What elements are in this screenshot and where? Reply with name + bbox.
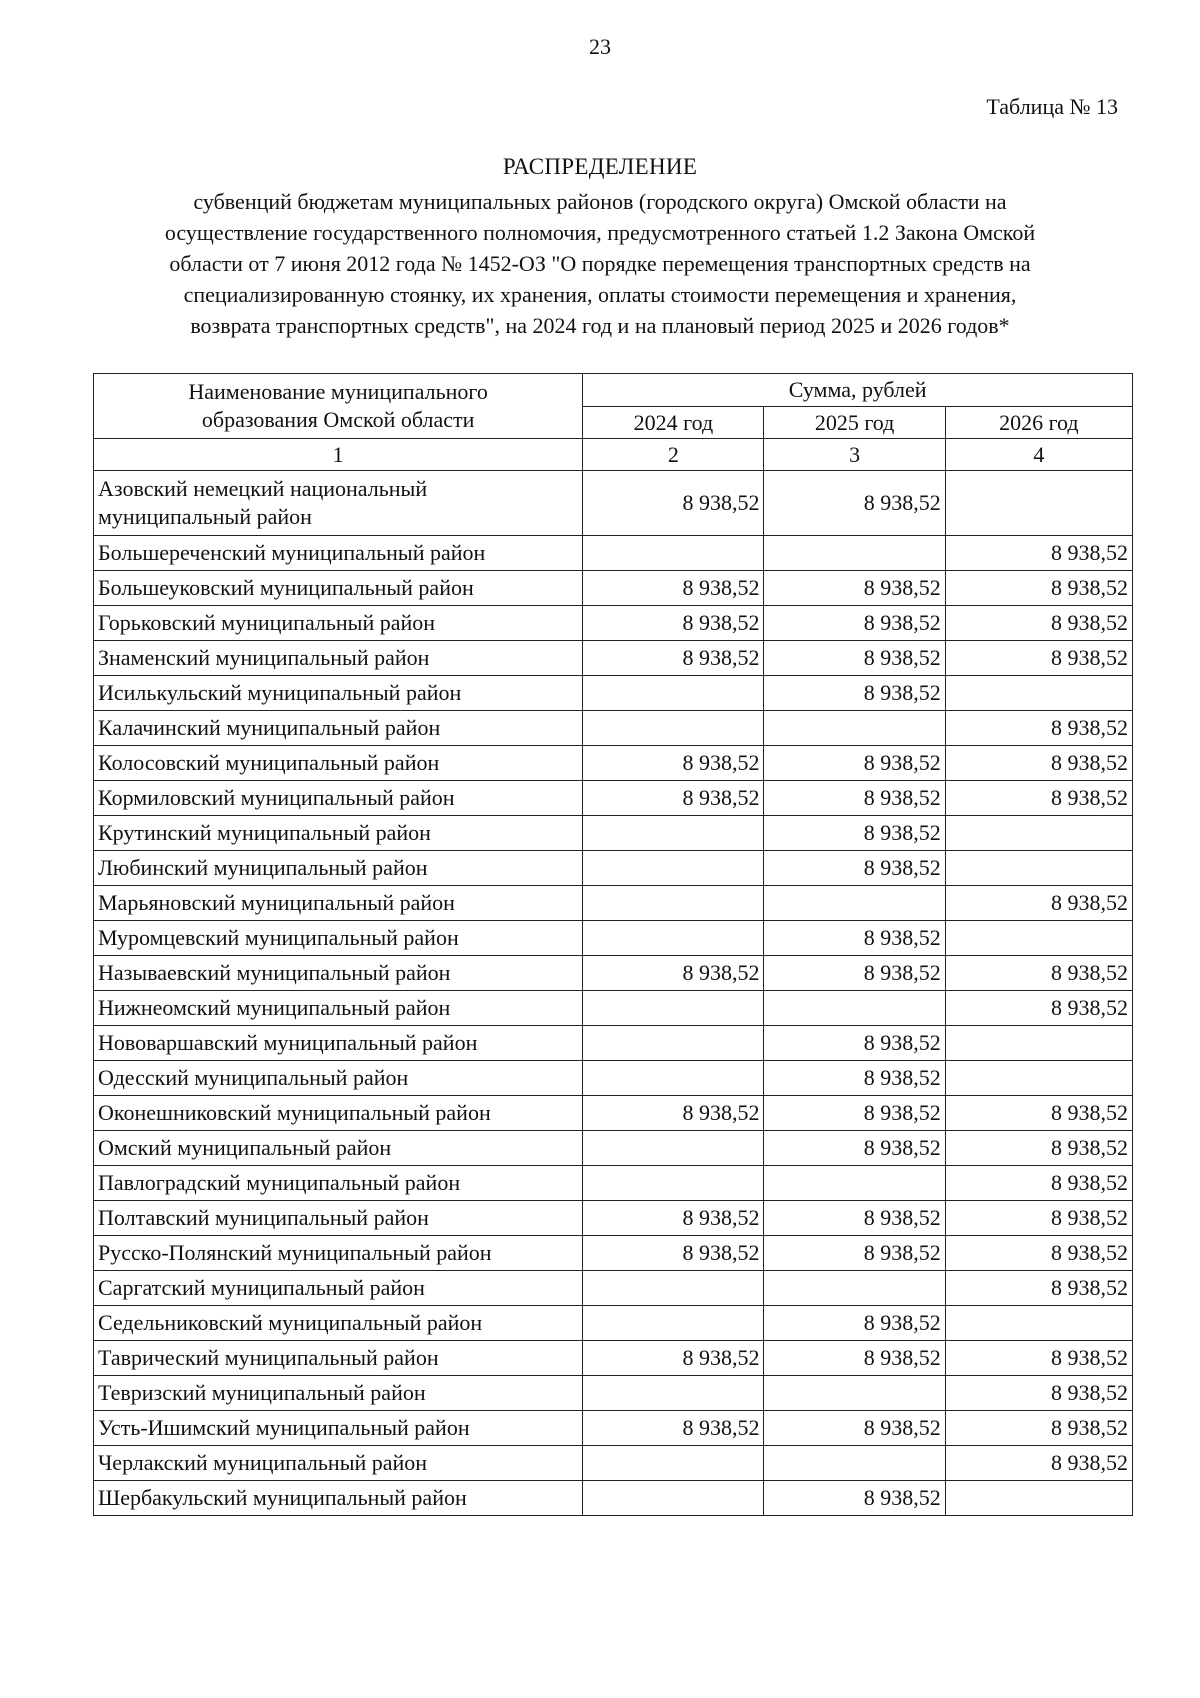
table-row bbox=[94, 1411, 1133, 1446]
header-year-2026: 2026 год bbox=[945, 407, 1132, 439]
amount-2025: 8 938,52 bbox=[764, 1236, 945, 1271]
amount-2025: 8 938,52 bbox=[764, 1096, 945, 1131]
table-row bbox=[94, 1236, 1133, 1271]
amount-2025: 8 938,52 bbox=[764, 1306, 945, 1341]
municipality-name: Калачинский муниципальный район bbox=[94, 711, 583, 746]
amount-2024 bbox=[583, 1271, 764, 1306]
amount-2024: 8 938,52 bbox=[583, 746, 764, 781]
table-row bbox=[94, 676, 1133, 711]
column-number: 2 bbox=[583, 439, 764, 471]
header-municipality bbox=[94, 374, 583, 439]
amount-2024 bbox=[583, 851, 764, 886]
municipality-name: Седельниковский муниципальный район bbox=[94, 1306, 583, 1341]
municipality-name: Таврический муниципальный район bbox=[94, 1341, 583, 1376]
table-number: Таблица № 13 bbox=[986, 94, 1118, 119]
amount-2024 bbox=[583, 1131, 764, 1166]
municipality-name: Называевский муниципальный район bbox=[94, 956, 583, 991]
municipality-name: Черлакский муниципальный район bbox=[94, 1446, 583, 1481]
municipality-name: Нижнеомский муниципальный район bbox=[94, 991, 583, 1026]
amount-2026: 8 938,52 bbox=[945, 1411, 1132, 1446]
municipality-name: Саргатский муниципальный район bbox=[94, 1271, 583, 1306]
amount-2026 bbox=[945, 1306, 1132, 1341]
amount-2025 bbox=[764, 536, 945, 571]
table-row bbox=[94, 1341, 1133, 1376]
amount-2026: 8 938,52 bbox=[945, 1131, 1132, 1166]
municipality-name: Одесский муниципальный район bbox=[94, 1061, 583, 1096]
amount-2026 bbox=[945, 1026, 1132, 1061]
amount-2024 bbox=[583, 816, 764, 851]
amount-2026 bbox=[945, 1481, 1132, 1516]
amount-2025: 8 938,52 bbox=[764, 1061, 945, 1096]
amount-2024 bbox=[583, 536, 764, 571]
table-row bbox=[94, 1271, 1133, 1306]
municipality-name: Исилькульский муниципальный район bbox=[94, 676, 583, 711]
amount-2024: 8 938,52 bbox=[583, 956, 764, 991]
document-subtitle bbox=[100, 186, 1100, 341]
amount-2026: 8 938,52 bbox=[945, 571, 1132, 606]
amount-2025 bbox=[764, 886, 945, 921]
table-row bbox=[94, 1166, 1133, 1201]
amount-2025: 8 938,52 bbox=[764, 1411, 945, 1446]
amount-2025: 8 938,52 bbox=[764, 471, 945, 536]
amount-2025: 8 938,52 bbox=[764, 641, 945, 676]
amount-2026: 8 938,52 bbox=[945, 1236, 1132, 1271]
amount-2026 bbox=[945, 676, 1132, 711]
subvention-table bbox=[93, 373, 1133, 1516]
amount-2024: 8 938,52 bbox=[583, 606, 764, 641]
table-row bbox=[94, 1201, 1133, 1236]
table-row bbox=[94, 606, 1133, 641]
amount-2025 bbox=[764, 1166, 945, 1201]
amount-2025: 8 938,52 bbox=[764, 921, 945, 956]
amount-2024 bbox=[583, 886, 764, 921]
municipality-name bbox=[94, 471, 583, 536]
amount-2026 bbox=[945, 471, 1132, 536]
amount-2025: 8 938,52 bbox=[764, 1131, 945, 1166]
column-number: 4 bbox=[945, 439, 1132, 471]
subtitle-line: возврата транспортных средств", на 2024 год и на плановый период 2025 и 2026 годов* bbox=[190, 313, 1010, 338]
amount-2024: 8 938,52 bbox=[583, 571, 764, 606]
municipality-name: Усть-Ишимский муниципальный район bbox=[94, 1411, 583, 1446]
amount-2026 bbox=[945, 1061, 1132, 1096]
table-row bbox=[94, 1481, 1133, 1516]
amount-2026 bbox=[945, 851, 1132, 886]
municipality-name: Кормиловский муниципальный район bbox=[94, 781, 583, 816]
subtitle-line: осуществление государственного полномочия, предусмотренного статьей 1.2 Закона Омской bbox=[164, 220, 1036, 245]
table-row bbox=[94, 921, 1133, 956]
table-row bbox=[94, 471, 1133, 536]
amount-2024: 8 938,52 bbox=[583, 471, 764, 536]
amount-2026: 8 938,52 bbox=[945, 1271, 1132, 1306]
header-municipality-line: образования Омской области bbox=[201, 407, 475, 432]
amount-2026: 8 938,52 bbox=[945, 1096, 1132, 1131]
amount-2024 bbox=[583, 711, 764, 746]
amount-2024 bbox=[583, 921, 764, 956]
amount-2026: 8 938,52 bbox=[945, 746, 1132, 781]
table-row bbox=[94, 1446, 1133, 1481]
municipality-name: Знаменский муниципальный район bbox=[94, 641, 583, 676]
municipality-name: Колосовский муниципальный район bbox=[94, 746, 583, 781]
table-row bbox=[94, 956, 1133, 991]
amount-2026: 8 938,52 bbox=[945, 711, 1132, 746]
amount-2024 bbox=[583, 1376, 764, 1411]
table-body bbox=[94, 471, 1133, 1516]
amount-2026: 8 938,52 bbox=[945, 1341, 1132, 1376]
amount-2025: 8 938,52 bbox=[764, 816, 945, 851]
amount-2024: 8 938,52 bbox=[583, 781, 764, 816]
amount-2024 bbox=[583, 1166, 764, 1201]
table-row bbox=[94, 536, 1133, 571]
amount-2024: 8 938,52 bbox=[583, 1096, 764, 1131]
amount-2025: 8 938,52 bbox=[764, 1341, 945, 1376]
municipality-name: Муромцевский муниципальный район bbox=[94, 921, 583, 956]
header-sum: Сумма, рублей bbox=[583, 374, 1133, 407]
table-row bbox=[94, 571, 1133, 606]
amount-2025 bbox=[764, 1376, 945, 1411]
table-row bbox=[94, 1131, 1133, 1166]
amount-2026 bbox=[945, 816, 1132, 851]
table-row bbox=[94, 781, 1133, 816]
amount-2024 bbox=[583, 676, 764, 711]
amount-2024: 8 938,52 bbox=[583, 1341, 764, 1376]
amount-2024: 8 938,52 bbox=[583, 641, 764, 676]
municipality-name: Марьяновский муниципальный район bbox=[94, 886, 583, 921]
amount-2025: 8 938,52 bbox=[764, 606, 945, 641]
municipality-name-line: Азовский немецкий национальный bbox=[98, 476, 428, 501]
subtitle-line: субвенций бюджетам муниципальных районов (городского округа) Омской области на bbox=[193, 189, 1007, 214]
municipality-name: Павлоградский муниципальный район bbox=[94, 1166, 583, 1201]
municipality-name: Тевризский муниципальный район bbox=[94, 1376, 583, 1411]
amount-2024 bbox=[583, 1481, 764, 1516]
amount-2025 bbox=[764, 1446, 945, 1481]
amount-2025: 8 938,52 bbox=[764, 1201, 945, 1236]
municipality-name: Омский муниципальный район bbox=[94, 1131, 583, 1166]
municipality-name: Русско-Полянский муниципальный район bbox=[94, 1236, 583, 1271]
column-number: 3 bbox=[764, 439, 945, 471]
subtitle-line: специализированную стоянку, их хранения, оплаты стоимости перемещения и хранения, bbox=[183, 282, 1017, 307]
municipality-name: Большереченский муниципальный район bbox=[94, 536, 583, 571]
amount-2026: 8 938,52 bbox=[945, 1446, 1132, 1481]
amount-2026: 8 938,52 bbox=[945, 536, 1132, 571]
amount-2025: 8 938,52 bbox=[764, 746, 945, 781]
municipality-name: Большеуковский муниципальный район bbox=[94, 571, 583, 606]
amount-2025 bbox=[764, 1271, 945, 1306]
amount-2024 bbox=[583, 1446, 764, 1481]
amount-2026: 8 938,52 bbox=[945, 956, 1132, 991]
amount-2024 bbox=[583, 1026, 764, 1061]
municipality-name: Крутинский муниципальный район bbox=[94, 816, 583, 851]
amount-2024: 8 938,52 bbox=[583, 1236, 764, 1271]
page-number: 23 bbox=[589, 34, 611, 59]
municipality-name: Нововаршавский муниципальный район bbox=[94, 1026, 583, 1061]
amount-2026: 8 938,52 bbox=[945, 606, 1132, 641]
amount-2024 bbox=[583, 1306, 764, 1341]
header-municipality-line: Наименование муниципального bbox=[188, 379, 488, 404]
amount-2024 bbox=[583, 1061, 764, 1096]
header-year-2024: 2024 год bbox=[583, 407, 764, 439]
municipality-name: Шербакульский муниципальный район bbox=[94, 1481, 583, 1516]
table-row bbox=[94, 711, 1133, 746]
amount-2026 bbox=[945, 921, 1132, 956]
table-row bbox=[94, 851, 1133, 886]
subtitle-line: области от 7 июня 2012 года № 1452-ОЗ "О порядке перемещения транспортных средств на bbox=[169, 251, 1031, 276]
amount-2025 bbox=[764, 991, 945, 1026]
amount-2024 bbox=[583, 991, 764, 1026]
municipality-name-line: муниципальный район bbox=[98, 504, 312, 529]
amount-2025: 8 938,52 bbox=[764, 781, 945, 816]
table-row bbox=[94, 1061, 1133, 1096]
header-year-2025: 2025 год bbox=[764, 407, 945, 439]
amount-2025: 8 938,52 bbox=[764, 571, 945, 606]
municipality-name: Горьковский муниципальный район bbox=[94, 606, 583, 641]
amount-2026: 8 938,52 bbox=[945, 781, 1132, 816]
amount-2026: 8 938,52 bbox=[945, 641, 1132, 676]
amount-2024: 8 938,52 bbox=[583, 1411, 764, 1446]
table-row bbox=[94, 641, 1133, 676]
table-row bbox=[94, 1376, 1133, 1411]
table-row bbox=[94, 746, 1133, 781]
amount-2026: 8 938,52 bbox=[945, 1166, 1132, 1201]
amount-2026: 8 938,52 bbox=[945, 991, 1132, 1026]
amount-2025: 8 938,52 bbox=[764, 1481, 945, 1516]
amount-2025 bbox=[764, 711, 945, 746]
table-row bbox=[94, 816, 1133, 851]
table-row bbox=[94, 1096, 1133, 1131]
municipality-name: Оконешниковский муниципальный район bbox=[94, 1096, 583, 1131]
amount-2025: 8 938,52 bbox=[764, 956, 945, 991]
amount-2024: 8 938,52 bbox=[583, 1201, 764, 1236]
amount-2026: 8 938,52 bbox=[945, 886, 1132, 921]
amount-2026: 8 938,52 bbox=[945, 1376, 1132, 1411]
table-row bbox=[94, 991, 1133, 1026]
municipality-name: Полтавский муниципальный район bbox=[94, 1201, 583, 1236]
table-row bbox=[94, 1026, 1133, 1061]
amount-2025: 8 938,52 bbox=[764, 851, 945, 886]
municipality-name: Любинский муниципальный район bbox=[94, 851, 583, 886]
table-row bbox=[94, 1306, 1133, 1341]
document-title: РАСПРЕДЕЛЕНИЕ bbox=[502, 154, 698, 179]
column-number: 1 bbox=[94, 439, 583, 471]
amount-2025: 8 938,52 bbox=[764, 1026, 945, 1061]
amount-2026: 8 938,52 bbox=[945, 1201, 1132, 1236]
table-row bbox=[94, 886, 1133, 921]
amount-2025: 8 938,52 bbox=[764, 676, 945, 711]
